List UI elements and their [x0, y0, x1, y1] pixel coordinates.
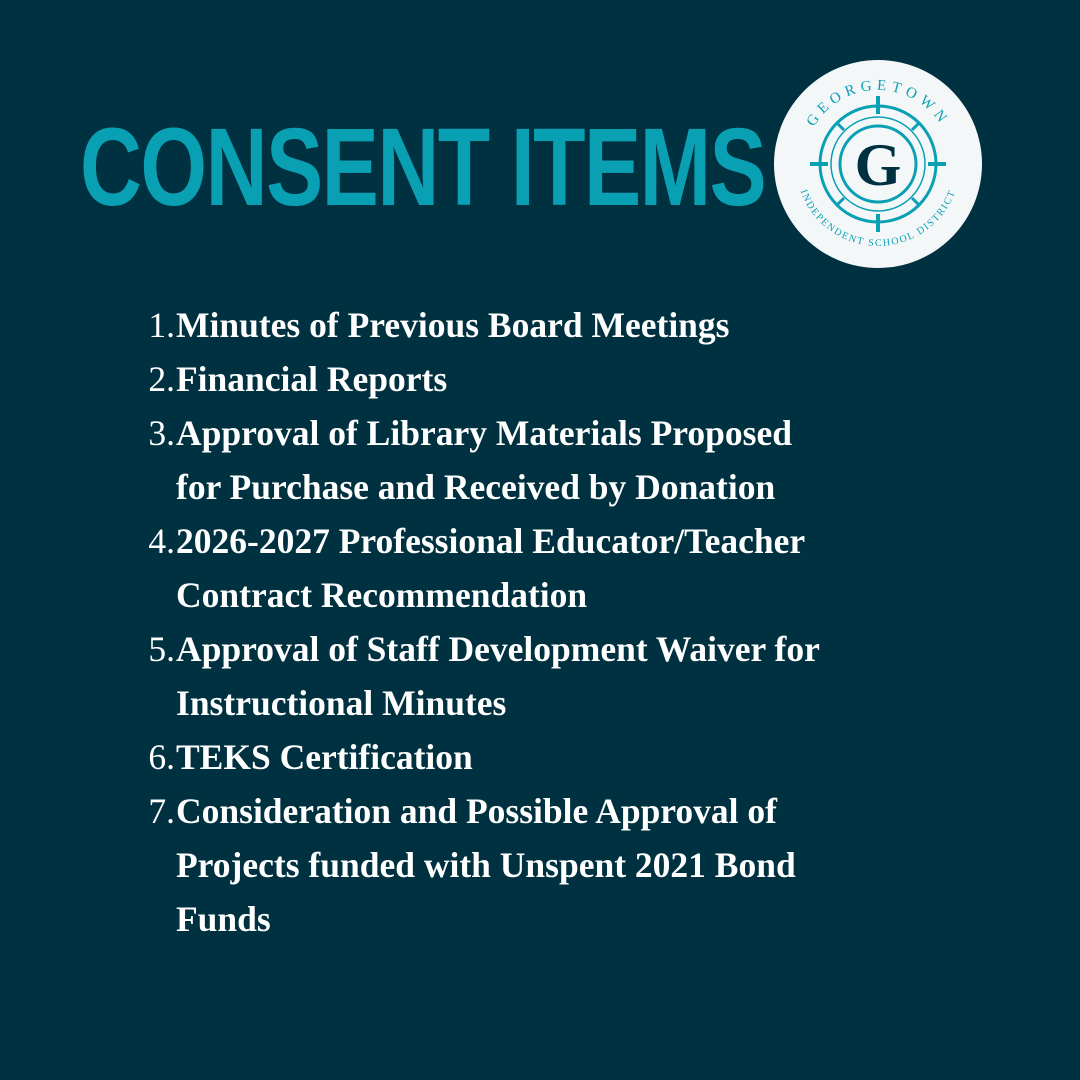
- item-number: 7.: [148, 791, 175, 831]
- item-text: TEKS Certification: [176, 737, 473, 777]
- item-number: 4.: [148, 521, 175, 561]
- logo-top-text: GEORGETOWN: [803, 77, 953, 130]
- item-text: 2026-2027 Professional Educator/Teacher Contract Recommendation: [176, 521, 806, 615]
- list-item: [128, 622, 1028, 730]
- item-text: Approval of Library Materials Proposed for Purchase and Received by Donation: [176, 413, 792, 507]
- list-item: [128, 352, 1028, 406]
- consent-items-list: [128, 298, 1028, 946]
- list-item: [128, 298, 1028, 352]
- list-item: [128, 514, 1028, 622]
- logo-bottom-text: INDEPENDENT SCHOOL DISTRICT: [797, 188, 959, 250]
- item-number: 1.: [148, 305, 175, 345]
- item-number: 5.: [148, 629, 175, 669]
- item-text: Consideration and Possible Approval of Projects funded with Unspent 2021 Bond Funds: [176, 791, 796, 939]
- page-title: CONSENT ITEMS: [80, 106, 766, 229]
- item-number: 3.: [148, 413, 175, 453]
- logo-letter: G: [854, 132, 902, 198]
- item-number: 6.: [148, 737, 175, 777]
- list-item: [128, 784, 1028, 946]
- list-item: [128, 406, 1028, 514]
- list-item: [128, 730, 1028, 784]
- item-text: Approval of Staff Development Waiver for Instructional Minutes: [176, 629, 820, 723]
- item-number: 2.: [148, 359, 175, 399]
- item-text: Financial Reports: [176, 359, 448, 399]
- item-text: Minutes of Previous Board Meetings: [176, 305, 730, 345]
- district-logo: [772, 58, 984, 270]
